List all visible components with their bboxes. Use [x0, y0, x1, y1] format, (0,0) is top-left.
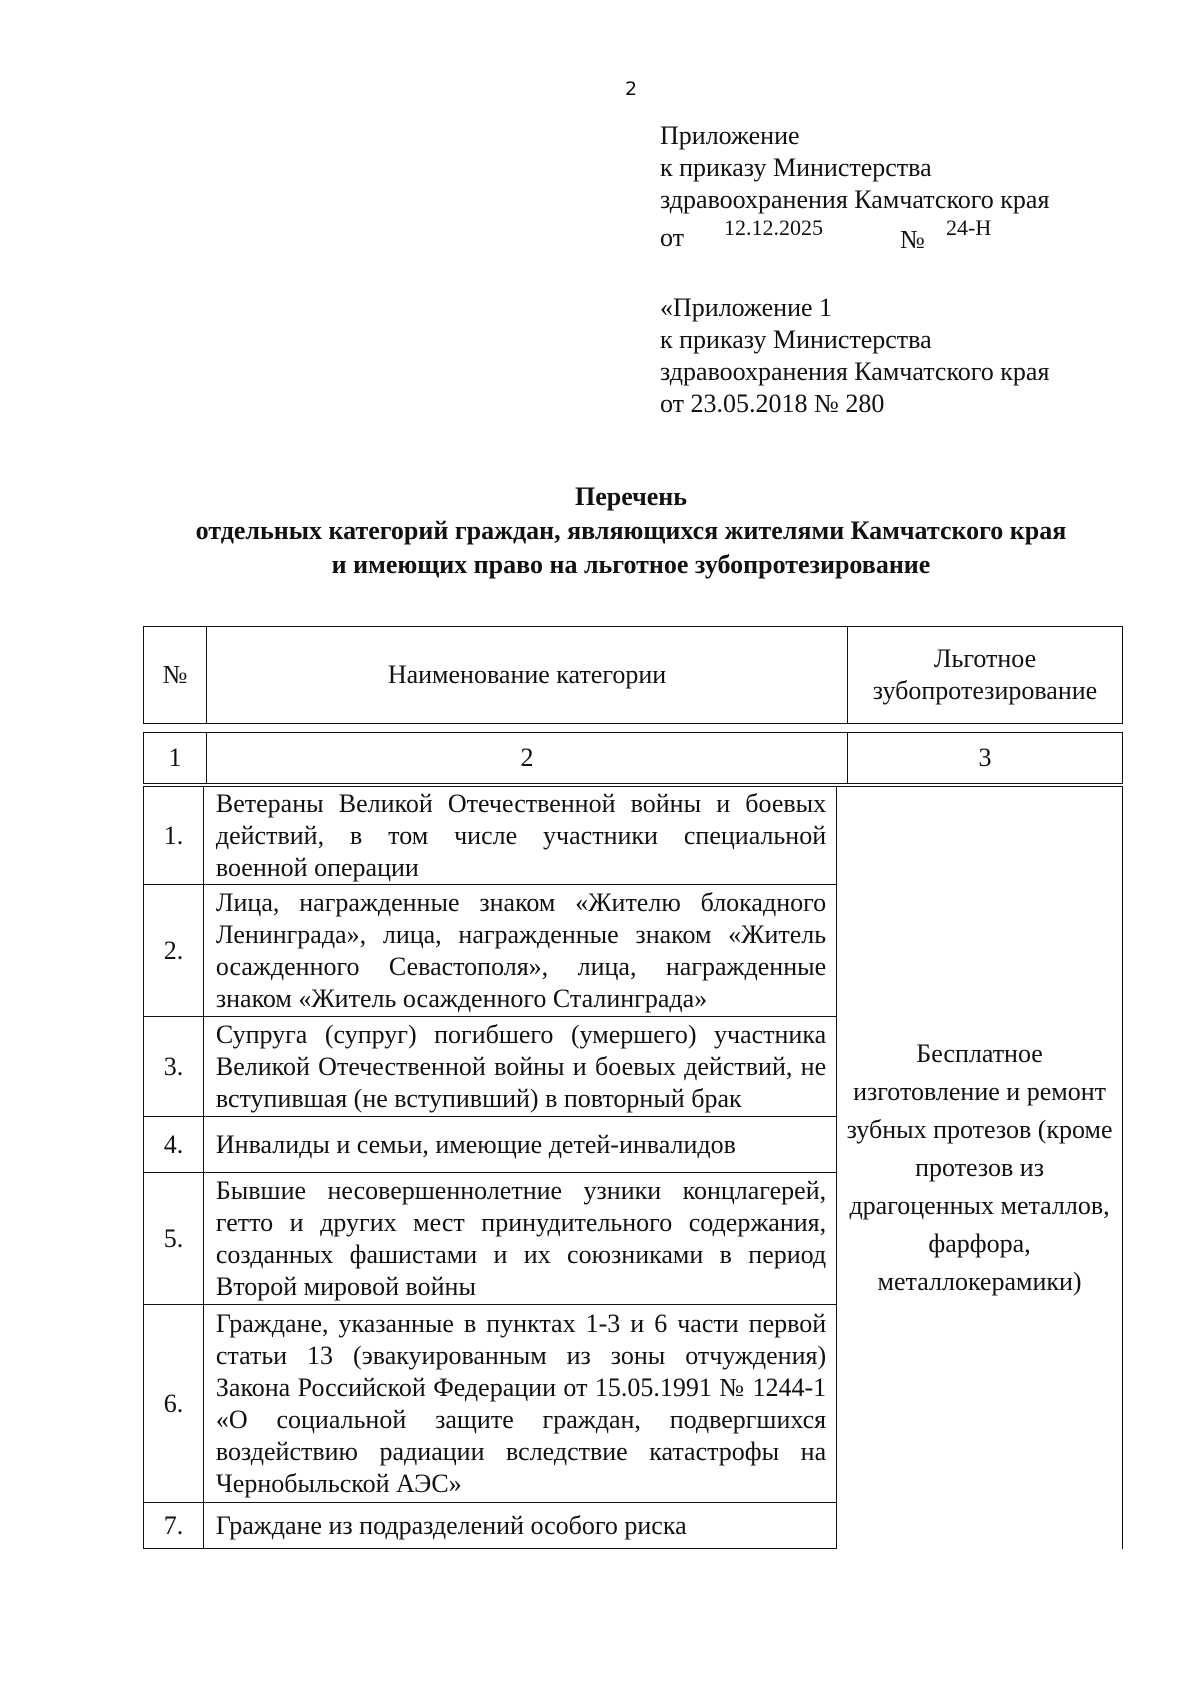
page-number: 2: [624, 78, 638, 100]
column-number: 2: [207, 733, 848, 784]
appendix-line: здравоохранения Камчатского края: [660, 185, 1050, 214]
title-line: отдельных категорий граждан, являющихся жителями Камчатского края: [195, 516, 1067, 545]
from-label: от: [660, 223, 685, 252]
table-header: [143, 626, 1123, 724]
appendix-line: от 23.05.2018 № 280: [660, 389, 885, 418]
appendix-date-line: [660, 215, 1049, 254]
number-label: №: [900, 225, 925, 254]
row-number: 7.: [144, 1503, 204, 1549]
category-name: Бывшие несовершеннолетние узники концлагерей, гетто и других мест принудительного содержания, созданных фашистами и их союзниками в период Второй мировой войны: [203, 1173, 836, 1305]
row-number: 2.: [144, 885, 204, 1017]
category-name: Ветераны Великой Отечественной войны и боевых действий, в том числе участники специальной военной операции: [203, 787, 836, 885]
column-numbers-row: [143, 732, 1123, 784]
appendix-header: [660, 120, 1050, 254]
header-category-name: Наименование категории: [207, 627, 848, 724]
order-date: 12.12.2025: [724, 215, 823, 240]
title-line: и имеющих право на льготное зубопротезирование: [331, 550, 931, 579]
appendix-line: к приказу Министерства: [660, 325, 932, 354]
appendix-line: здравоохранения Камчатского края: [660, 357, 1050, 386]
row-number: 5.: [144, 1173, 204, 1305]
column-number: 3: [848, 733, 1123, 784]
category-name: Супруга (супруг) погибшего (умершего) участника Великой Отечественной войны и боевых действий, не вступившая (не вступивший) в повторный брак: [203, 1017, 836, 1117]
category-name: Граждане, указанные в пунктах 1-3 и 6 части первой статьи 13 (эвакуированным из зоны отчуждения) Закона Российской Федерации от 15.05.1991 № 1244-1 «О социальной защите граждан, подвергшихся воздействию радиации вследствие катастрофы на Чернобыльской АЭС»: [203, 1305, 836, 1503]
document-title: [0, 480, 1200, 582]
category-name: Граждане из подразделений особого риска: [203, 1503, 836, 1549]
column-number: 1: [144, 733, 207, 784]
appendix-line: к приказу Министерства: [660, 153, 932, 182]
original-appendix-header: [660, 292, 1049, 420]
category-name: Инвалиды и семьи, имеющие детей-инвалидов: [203, 1117, 836, 1173]
header-benefit: Льготное зубопротезирование: [848, 627, 1123, 724]
order-number: 24-Н: [946, 215, 992, 240]
row-number: 6.: [144, 1305, 204, 1503]
table-row: [144, 787, 1123, 885]
row-number: 4.: [144, 1117, 204, 1173]
title-line: Перечень: [574, 482, 688, 511]
category-name: Лица, награжденные знаком «Жителю блокадного Ленинграда», лица, награжденные знаком «Житель осажденного Севастополя», лица, награжденные знаком «Житель осажденного Сталинграда»: [203, 885, 836, 1017]
appendix-line: Приложение: [660, 121, 800, 150]
row-number: 3.: [144, 1017, 204, 1117]
appendix-line: «Приложение 1: [660, 293, 833, 322]
benefit-description: Бесплатное изготовление и ремонт зубных протезов (кроме протезов из драгоценных металлов, фарфора, металлокерамики): [837, 787, 1123, 1549]
row-number: 1.: [144, 787, 204, 885]
categories-table: [143, 786, 1123, 1549]
header-number: №: [144, 627, 207, 724]
